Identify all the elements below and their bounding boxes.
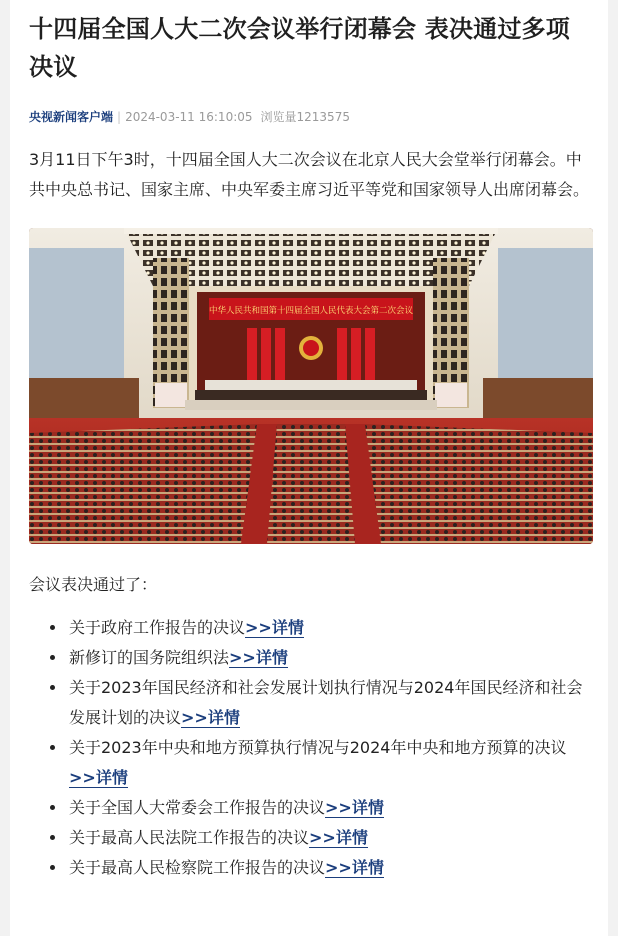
details-link[interactable]: >>详情: [181, 708, 240, 727]
resolutions-intro: 会议表决通过了：: [29, 575, 158, 594]
list-item: • 关于最高人民检察院工作报告的决议>>详情: [67, 853, 593, 883]
details-link[interactable]: >>详情: [245, 618, 304, 637]
list-item: • 关于政府工作报告的决议>>详情: [67, 613, 593, 643]
details-link[interactable]: >>详情: [309, 828, 368, 847]
list-item: • 关于全国人大常委会工作报告的决议>>详情: [67, 793, 593, 823]
article-datetime: 2024-03-11 16:10:05: [125, 110, 253, 124]
details-link[interactable]: >>详情: [325, 858, 384, 877]
article-meta: [29, 109, 593, 125]
article-photo[interactable]: [29, 228, 593, 544]
article-source[interactable]: 央视新闻客户端: [29, 110, 114, 124]
article-title: 十四届全国人大二次会议举行闭幕会 表决通过多项决议: [29, 15, 570, 81]
details-link[interactable]: >>详情: [69, 768, 128, 787]
details-link[interactable]: >>详情: [229, 648, 288, 667]
banner-text: 中华人民共和国第十四届全国人民代表大会第二次会议: [208, 305, 414, 315]
resolutions-list: [29, 613, 593, 883]
list-item: • 关于最高人民法院工作报告的决议>>详情: [67, 823, 593, 853]
great-hall-photo-illustration: [29, 228, 593, 544]
list-item: • 关于2023年国民经济和社会发展计划执行情况与2024年国民经济和社会发展计划的决议>>详情: [67, 673, 593, 733]
list-item: • 新修订的国务院组织法>>详情: [67, 643, 593, 673]
list-item: • 关于2023年中央和地方预算执行情况与2024年中央和地方预算的决议>>详情: [67, 733, 593, 793]
article-lead: 3月11日下午3时，十四届全国人大二次会议在北京人民大会堂举行闭幕会。中共中央总书记、国家主席、中央军委主席习近平等党和国家领导人出席闭幕会。: [29, 150, 590, 199]
article-views: 浏览量1213575: [260, 110, 350, 124]
details-link[interactable]: >>详情: [325, 798, 384, 817]
meta-separator: |: [117, 110, 122, 124]
